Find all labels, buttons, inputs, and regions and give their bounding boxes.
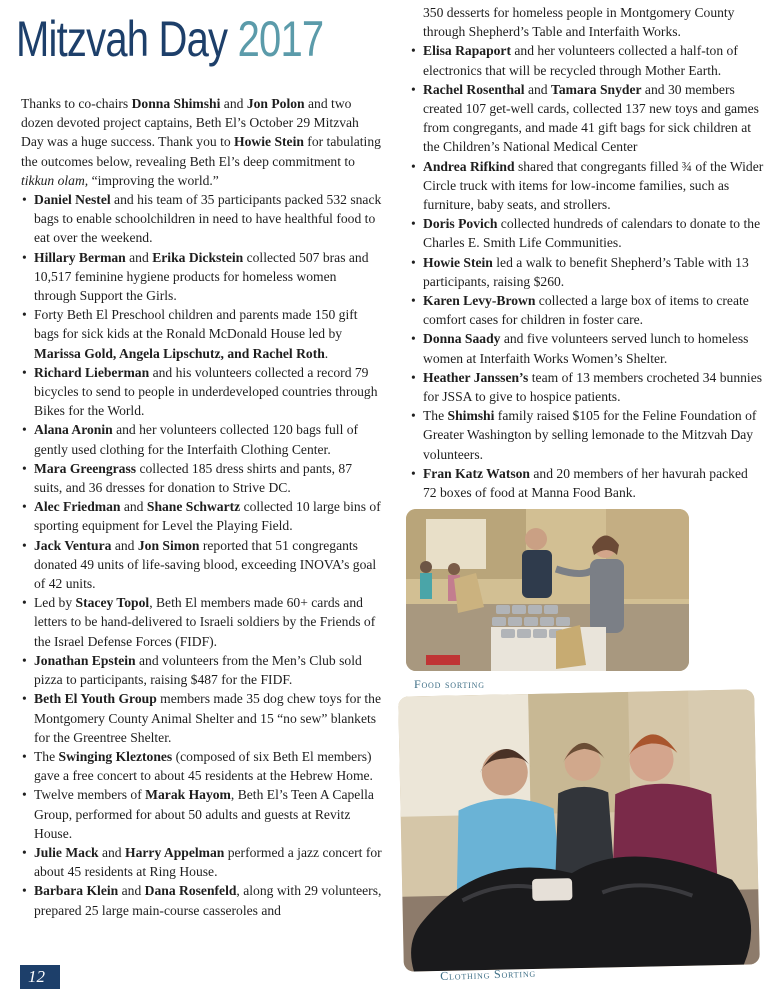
list-item: • Doris Povich collected hundreds of calendars to donate to the Charles E. Smith Life Communities.	[410, 214, 764, 252]
list-item: • Richard Lieberman and his volunteers collected a record 79 bicycles to send to people in underdeveloped countries through Bikes for the World.	[21, 363, 382, 421]
right-column	[410, 3, 764, 502]
list-item: • Jack Ventura and Jon Simon reported that 51 congregants donated 49 units of life-saving blood, exceeding INOVA’s goal of 42 units.	[21, 536, 382, 594]
list-item: • Barbara Klein and Dana Rosenfeld, along with 29 volunteers, prepared 25 large main-course casseroles and	[21, 881, 382, 919]
list-item: • Heather Janssen’s team of 13 members crocheted 34 bunnies for JSSA to give to hospice patients.	[410, 368, 764, 406]
list-item: • Julie Mack and Harry Appelman performed a jazz concert for about 45 residents at Ring House.	[21, 843, 382, 881]
list-item: • The Swinging Kleztones (composed of six Beth El members) gave a free concert to about 45 residents at the Hebrew Home.	[21, 747, 382, 785]
food-sorting-photo	[406, 509, 689, 671]
list-item: • Elisa Rapaport and her volunteers collected a half-ton of electronics that will be recycled through Mother Earth.	[410, 41, 764, 79]
list-item: • Twelve members of Marak Hayom, Beth El’s Teen A Capella Group, performed for about 50 adults and guests at Revitz House.	[21, 785, 382, 843]
food-sorting-caption: Food sorting	[414, 677, 485, 691]
list-item: • The Shimshi family raised $105 for the Feline Foundation of Greater Washington by selling lemonade to the Mitzvah Day volunteers.	[410, 406, 764, 464]
list-item: • Donna Saady and five volunteers served lunch to homeless women at Interfaith Works Women’s Shelter.	[410, 329, 764, 367]
list-item: • Fran Katz Watson and 20 members of her havurah packed 72 boxes of food at Manna Food Bank.	[410, 464, 764, 502]
list-item: • Howie Stein led a walk to benefit Shepherd’s Table with 13 participants, raising $260.	[410, 253, 764, 291]
accomplishment-list-continued	[410, 41, 764, 502]
list-item: • Led by Stacey Topol, Beth El members made 60+ cards and letters to be hand-delivered to Israeli soldiers by the Friends of the Israel Defense Forces (FIDF).	[21, 593, 382, 651]
clothing-sorting-photo	[398, 689, 760, 971]
list-item: • Beth El Youth Group members made 35 dog chew toys for the Montgomery County Animal Shelter and 15 “no sew” blankets for the Greentree Shelter.	[21, 689, 382, 747]
list-item: • Daniel Nestel and his team of 35 participants packed 532 snack bags to enable schoolchildren in need to have healthful food to eat over the weekend.	[21, 190, 382, 248]
intro-paragraph: Thanks to co-chairs Donna Shimshi and Jon Polon and two dozen devoted project captains, Beth El’s October 29 Mitzvah Day was a huge success. Thank you to Howie Stein for tabulating the outcomes below, revealing Beth El’s deep commitment to tikkun olam, “improving the world.”	[21, 96, 381, 188]
page-title	[16, 11, 324, 67]
title-year: 2017	[237, 11, 324, 67]
page-number: 12	[20, 965, 60, 989]
list-item: • Mara Greengrass collected 185 dress shirts and pants, 87 suits, and 36 dresses for donation to Strive DC.	[21, 459, 382, 497]
list-item: • Andrea Rifkind shared that congregants filled ¾ of the Wider Circle truck with items for low-income families, such as furniture, baby seats, and strollers.	[410, 157, 764, 215]
title-word: Mitzvah Day	[16, 11, 228, 67]
list-item: • Alana Aronin and her volunteers collected 120 bags full of gently used clothing for the Interfaith Clothing Center.	[21, 420, 382, 458]
list-item-continuation: 350 desserts for homeless people in Montgomery County through Shepherd’s Table and Interfaith Works.	[423, 5, 735, 40]
list-item: • Forty Beth El Preschool children and parents made 150 gift bags for sick kids at the Ronald McDonald House led by Marissa Gold, Angela Lipschutz, and Rachel Roth.	[21, 305, 382, 363]
list-item: • Karen Levy-Brown collected a large box of items to create comfort cases for children in foster care.	[410, 291, 764, 329]
list-item: • Jonathan Epstein and volunteers from the Men’s Club sold pizza to participants, raising $487 for the FIDF.	[21, 651, 382, 689]
clothing-sorting-caption: Clothing Sorting	[440, 965, 537, 983]
list-item: • Rachel Rosenthal and Tamara Snyder and 30 members created 107 get-well cards, collected 137 new toys and games from congregants, and made 41 gift bags for sick children at the Children’s National Medical Center	[410, 80, 764, 157]
list-item: • Alec Friedman and Shane Schwartz collected 10 large bins of sporting equipment for Level the Playing Field.	[21, 497, 382, 535]
accomplishment-list	[21, 190, 382, 920]
list-item: • Hillary Berman and Erika Dickstein collected 507 bras and 10,517 feminine hygiene products for homeless women through Support the Girls.	[21, 248, 382, 306]
left-column	[21, 94, 382, 920]
